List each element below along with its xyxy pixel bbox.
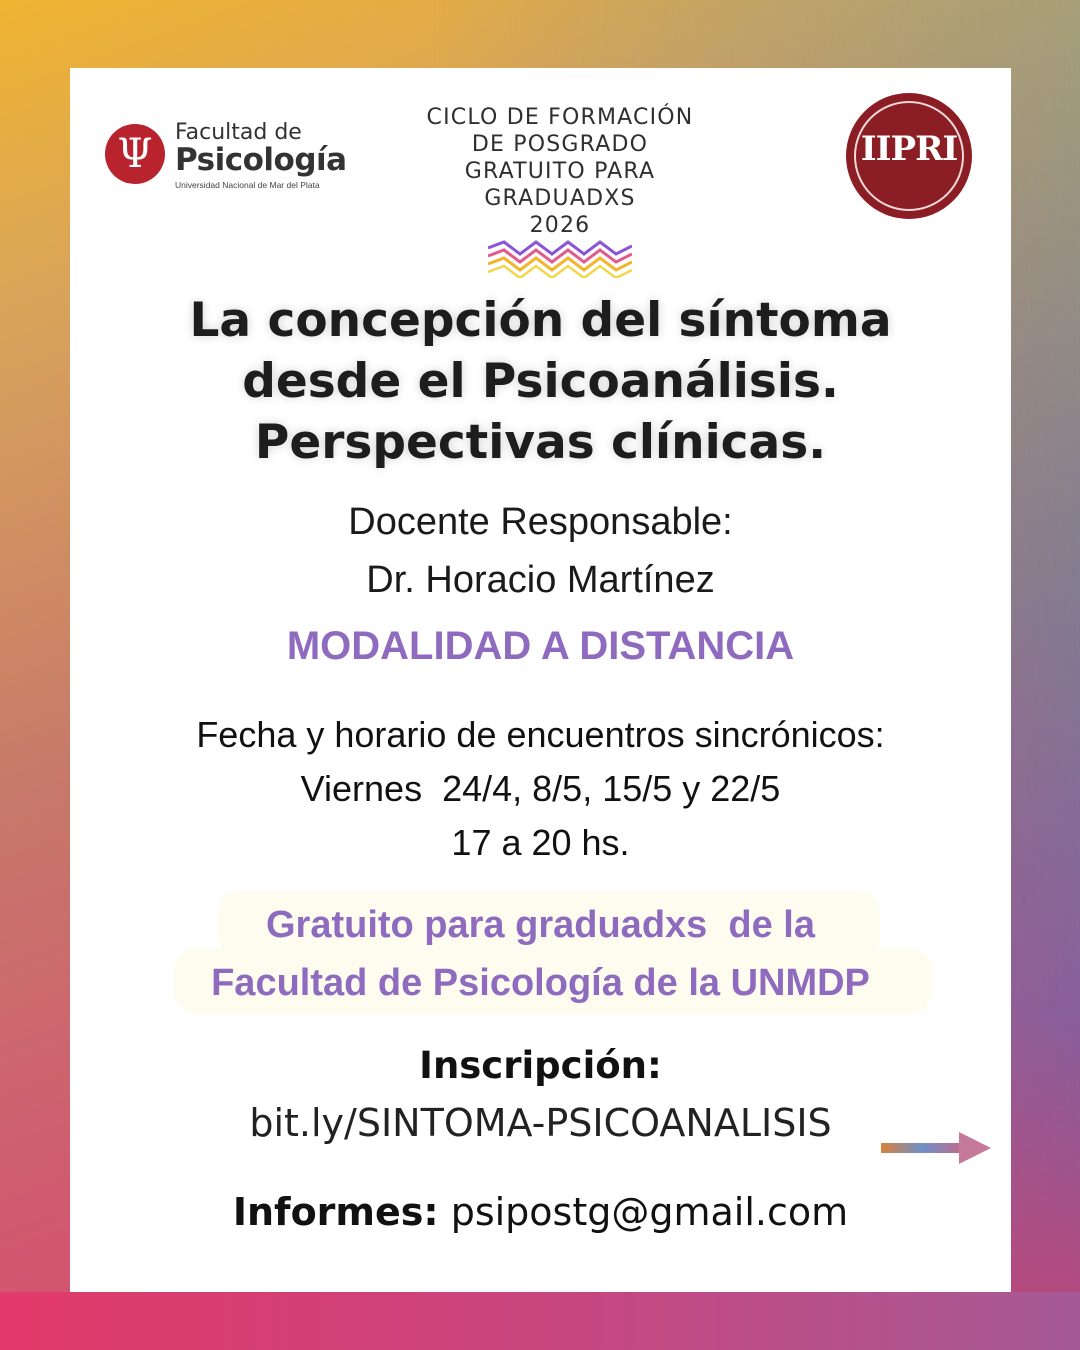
free-notice-line1: Gratuito para graduadxs de la (265, 904, 816, 946)
schedule-dates: Viernes 24/4, 8/5, 15/5 y 22/5 (300, 768, 781, 809)
schedule-hours: 17 a 20 hs. (451, 822, 630, 863)
course-title-line: La concepción del síntoma (189, 293, 892, 348)
registration-label: Inscripción: (419, 1044, 662, 1087)
contact-label: Informes: (232, 1190, 439, 1234)
teacher-name: Dr. Horacio Martínez (366, 559, 715, 601)
program-header-line: DE POSGRADO (471, 132, 649, 157)
teacher-block (110, 493, 971, 609)
program-header-line: GRATUITO PARA (464, 159, 656, 184)
free-notice-line2: Facultad de Psicología de la UNMDP (211, 962, 870, 1004)
flyer-card (70, 68, 1011, 1292)
registration-link[interactable]: bit.ly/SINTOMA-PSICOANALISIS (249, 1101, 832, 1145)
faculty-logo (105, 120, 345, 192)
program-header-year: 2026 (529, 213, 591, 238)
bottom-band (0, 1292, 1080, 1350)
program-header (370, 104, 750, 239)
teacher-label: Docente Responsable: (348, 501, 733, 543)
seal-text: IIPRI (860, 129, 958, 169)
faculty-logo-line3: Universidad Nacional de Mar del Plata (175, 180, 320, 190)
course-title (110, 290, 971, 473)
course-title-line: Perspectivas clínicas. (254, 415, 827, 470)
course-title-line: desde el Psicoanálisis. (242, 354, 839, 409)
program-header-line: CICLO DE FORMACIÓN (426, 105, 694, 130)
psi-logo-icon: Ψ (105, 124, 165, 184)
arrow-right-icon (881, 1130, 991, 1166)
schedule-label: Fecha y horario de encuentros sincrónicos: (196, 714, 885, 755)
faculty-logo-line1: Facultad de (175, 120, 302, 145)
zigzag-decoration-icon (488, 240, 632, 278)
contact-email[interactable]: psipostg@gmail.com (450, 1190, 849, 1234)
free-notice (110, 896, 971, 1012)
program-header-line: GRADUADXS (484, 186, 636, 211)
faculty-logo-line2: Psicología (175, 142, 347, 178)
iipri-seal-logo (846, 93, 972, 219)
modality-label: MODALIDAD A DISTANCIA (286, 624, 795, 668)
contact-line (110, 1190, 971, 1234)
schedule-block (90, 708, 991, 870)
